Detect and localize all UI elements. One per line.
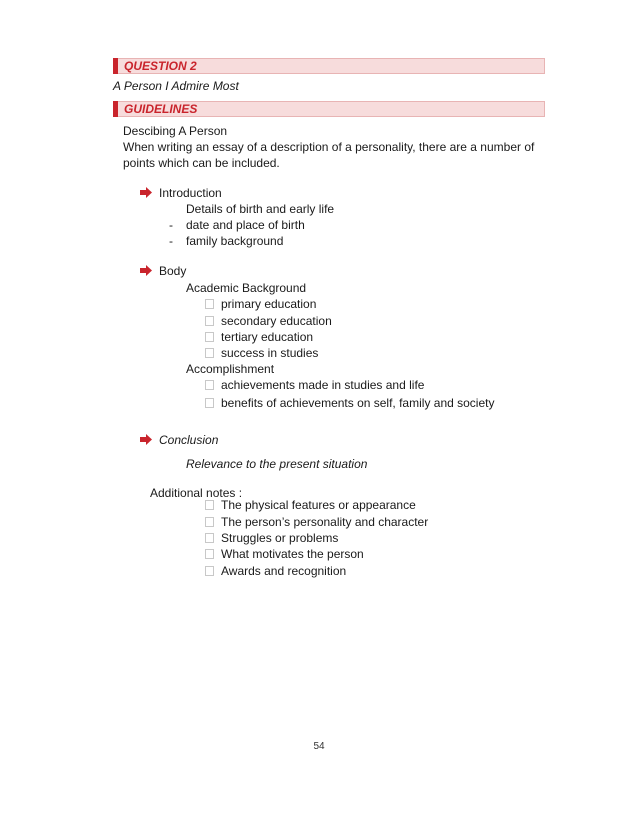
arrow-right-icon <box>140 434 152 445</box>
arrow-right-icon <box>140 187 152 198</box>
list-item: date and place of birth <box>186 218 305 232</box>
question-title: A Person I Admire Most <box>113 79 239 93</box>
bullet-box-icon <box>205 500 214 510</box>
accomplishment-heading: Accomplishment <box>186 362 275 376</box>
dash-marker: - <box>169 218 173 232</box>
list-item: family background <box>186 234 284 248</box>
list-item: Struggles or problems <box>221 531 339 545</box>
intro-line-1: When writing an essay of a description of a personality, there are a number of <box>123 140 535 154</box>
bullet-box-icon <box>205 316 214 326</box>
list-item: success in studies <box>221 346 319 360</box>
intro-line-2: points which can be included. <box>123 156 280 170</box>
list-item: achievements made in studies and life <box>221 378 425 392</box>
dash-marker: - <box>169 234 173 248</box>
bullet-box-icon <box>205 299 214 309</box>
bullet-box-icon <box>205 566 214 576</box>
bullet-box-icon <box>205 517 214 527</box>
list-item: The person’s personality and character <box>221 515 429 529</box>
question-label: QUESTION 2 <box>124 59 197 73</box>
additional-notes-heading: Additional notes : <box>150 486 243 500</box>
intro-heading: Descibing A Person <box>123 124 228 138</box>
band-accent-bar <box>113 58 118 74</box>
band-accent-bar <box>113 101 118 117</box>
list-item: What motivates the person <box>221 547 364 561</box>
conclusion-label: Conclusion <box>159 433 219 447</box>
page-number: 54 <box>313 741 325 752</box>
introduction-label: Introduction <box>159 186 222 200</box>
bullet-box-icon <box>205 332 214 342</box>
list-item: benefits of achievements on self, family and society <box>221 396 495 410</box>
bullet-box-icon <box>205 533 214 543</box>
bullet-box-icon <box>205 348 214 358</box>
list-item: primary education <box>221 297 317 311</box>
body-label: Body <box>159 264 187 278</box>
introduction-subheading: Details of birth and early life <box>186 202 335 216</box>
academic-heading: Academic Background <box>186 281 307 295</box>
arrow-right-icon <box>140 265 152 276</box>
guidelines-band <box>113 101 545 117</box>
question-band <box>113 58 545 74</box>
guidelines-label: GUIDELINES <box>124 102 198 116</box>
bullet-box-icon <box>205 549 214 559</box>
list-item: The physical features or appearance <box>221 498 416 512</box>
conclusion-subheading: Relevance to the present situation <box>186 457 368 471</box>
bullet-box-icon <box>205 380 214 390</box>
list-item: tertiary education <box>221 330 314 344</box>
list-item: secondary education <box>221 314 332 328</box>
bullet-box-icon <box>205 398 214 408</box>
list-item: Awards and recognition <box>221 564 347 578</box>
